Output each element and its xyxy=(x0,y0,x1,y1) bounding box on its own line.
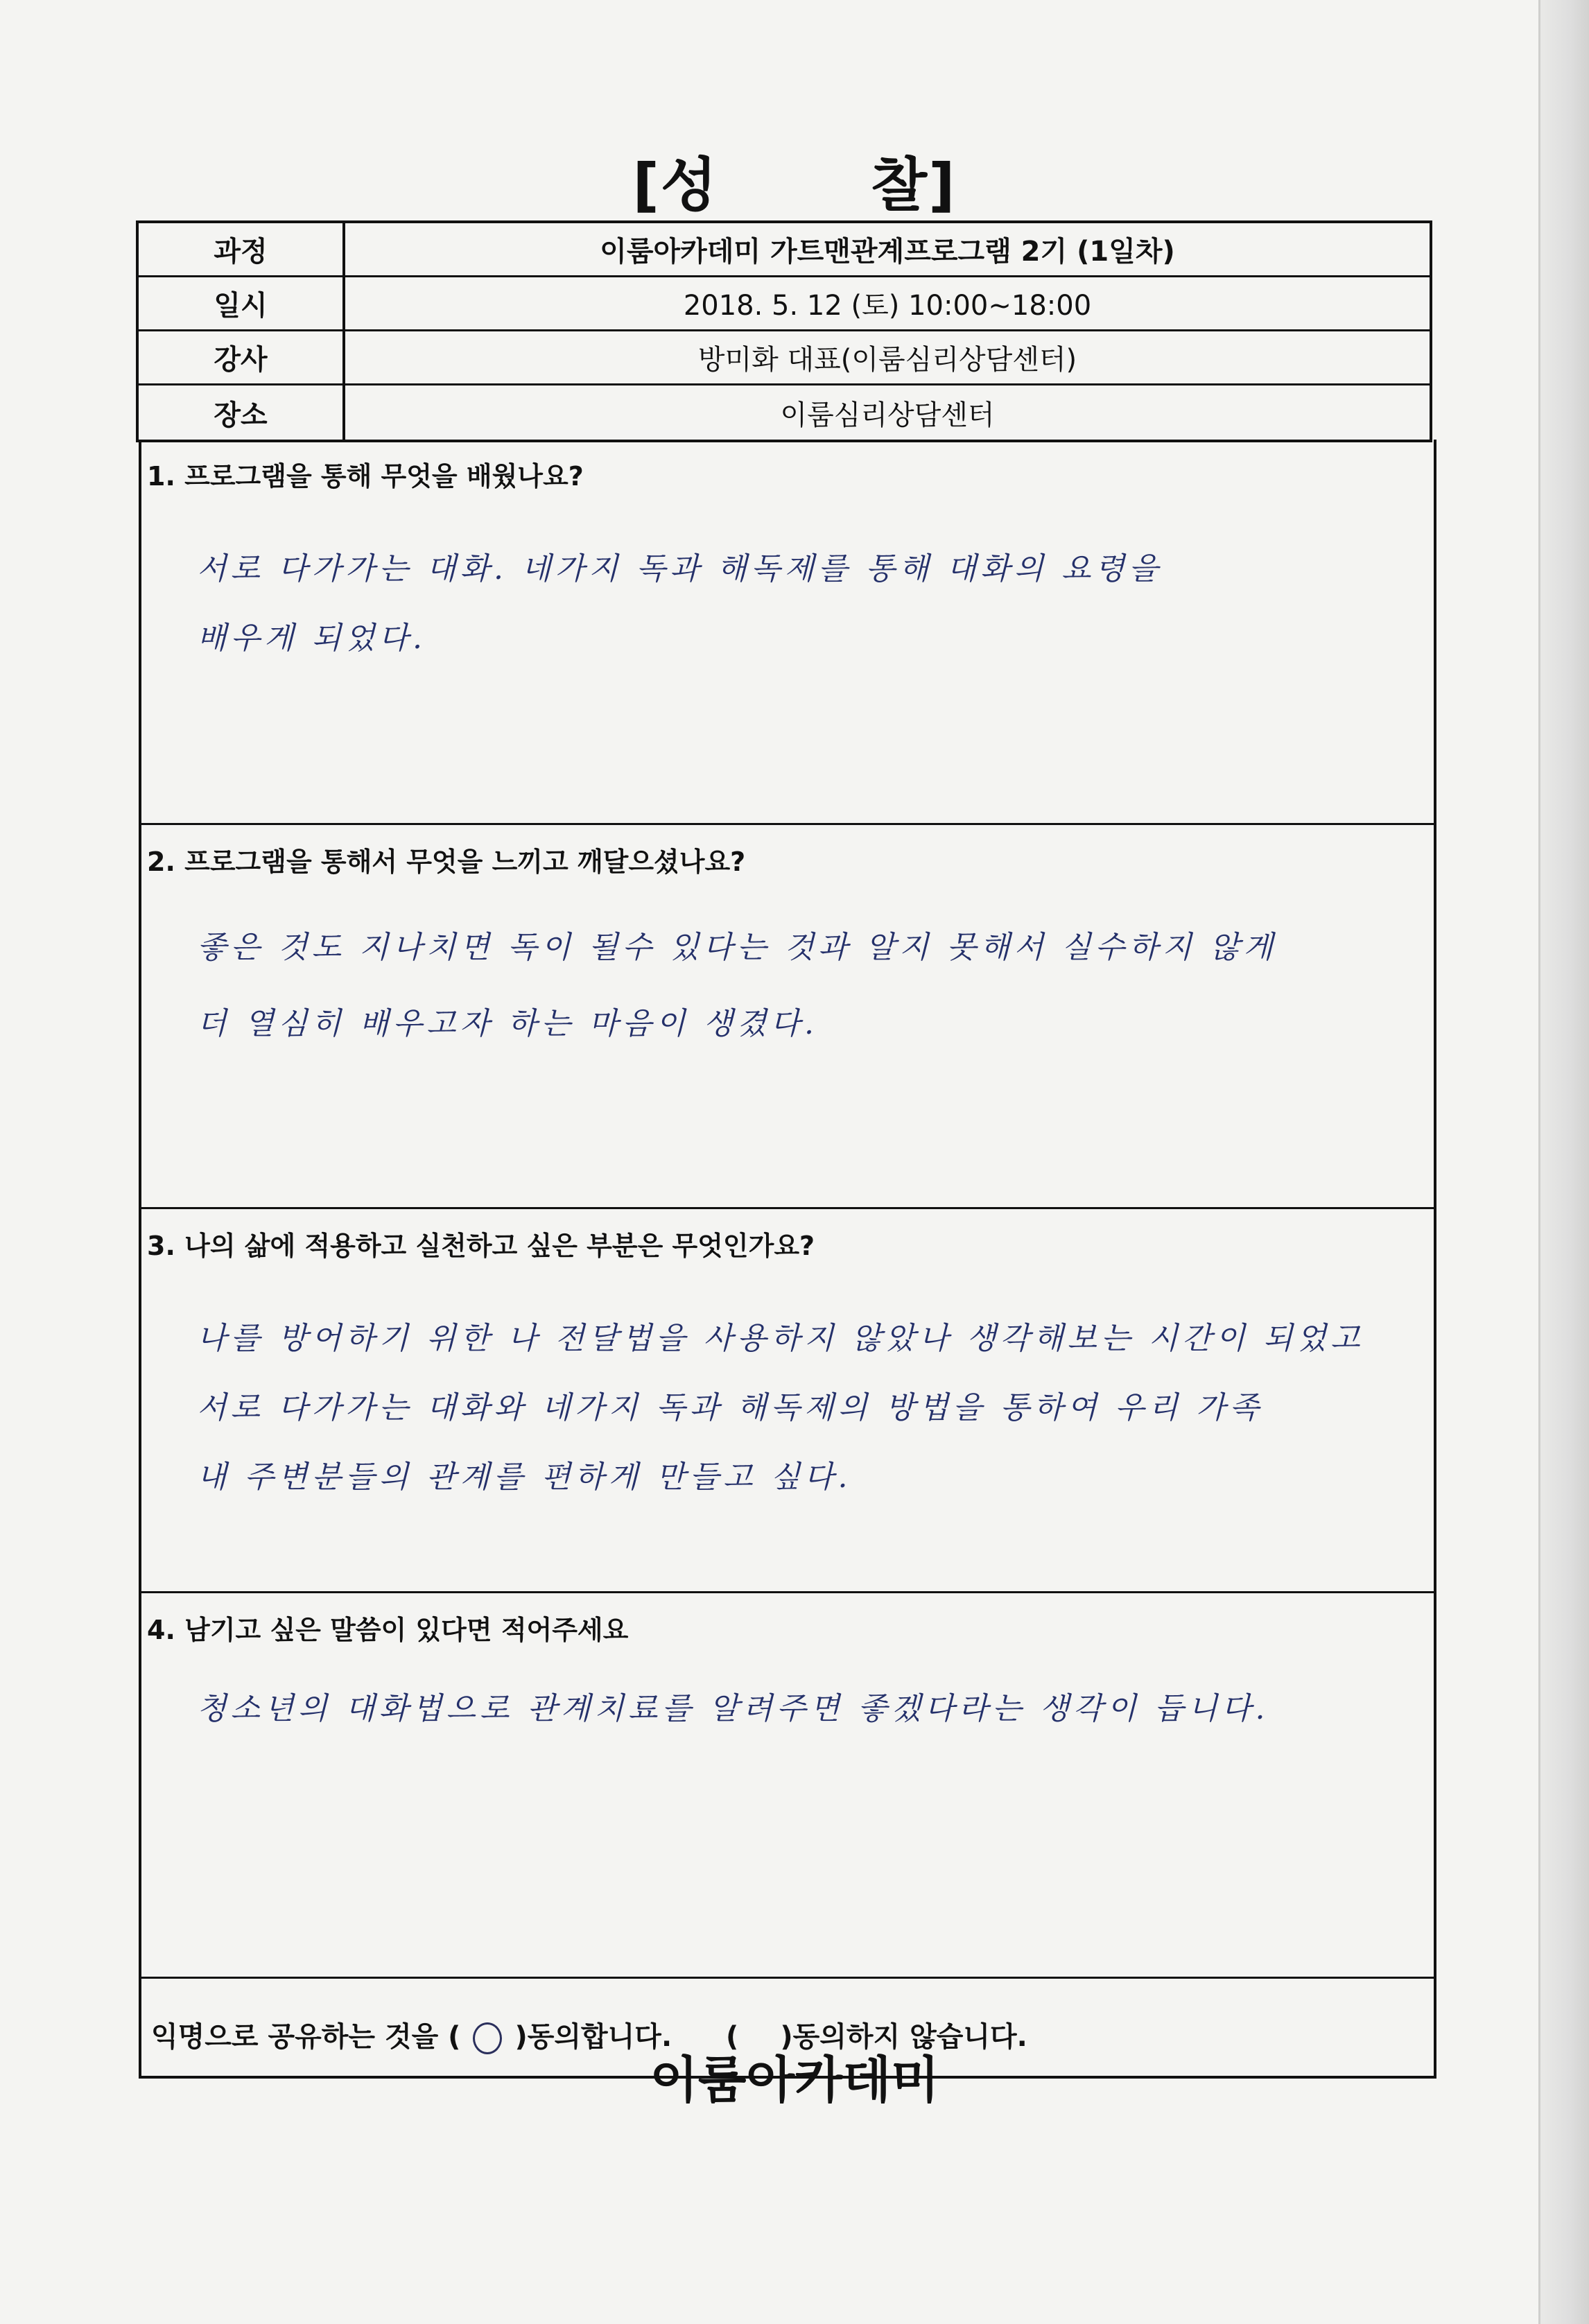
info-row-instructor xyxy=(139,331,1430,385)
answer-1-line-2: 배우게 되었다. xyxy=(197,621,426,656)
question-section-4 xyxy=(141,1593,1434,1979)
question-sections xyxy=(139,440,1436,2079)
answer-3-line-1: 나를 방어하기 위한 나 전달법을 사용하지 않았나 생각해보는 시간이 되었고 xyxy=(197,1321,1364,1356)
info-table xyxy=(136,220,1432,442)
info-row-place xyxy=(139,385,1430,440)
course-value: 이룸아카데미 가트맨관계프로그램 2기 (1일차) xyxy=(600,236,1175,268)
title-left: [성 xyxy=(632,151,718,219)
consent-disagree: )동의하지 않습니다. xyxy=(780,2021,1027,2053)
consent-open-paren: ( xyxy=(726,2021,739,2053)
instructor-label: 강사 xyxy=(139,331,345,383)
question-3: 3. 나의 삶에 적용하고 실천하고 싶은 부분은 무엇인가요? xyxy=(147,1231,815,1261)
consent-agree: )동의합니다. xyxy=(514,2021,672,2053)
question-section-1 xyxy=(141,440,1434,825)
place-value: 이룸심리상담센터 xyxy=(780,399,995,431)
date-value: 2018. 5. 12 (토) 10:00~18:00 xyxy=(683,290,1092,322)
course-label: 과정 xyxy=(139,223,345,275)
info-row-course xyxy=(139,223,1430,277)
question-section-2 xyxy=(141,825,1434,1209)
question-section-3 xyxy=(141,1209,1434,1593)
date-label: 일시 xyxy=(139,277,345,329)
answer-2-line-1: 좋은 것도 지나치면 독이 될수 있다는 것과 알지 못해서 실수하지 않게 xyxy=(197,930,1277,965)
consent-prefix: 익명으로 공유하는 것을 ( xyxy=(151,2021,461,2053)
place-label: 장소 xyxy=(139,385,345,440)
instructor-value: 방미화 대표(이룸심리상담센터) xyxy=(697,344,1077,376)
question-2: 2. 프로그램을 통해서 무엇을 느끼고 깨달으셨나요? xyxy=(147,847,746,877)
title-right: 찰] xyxy=(871,151,957,219)
answer-3-line-3: 내 주변분들의 관계를 편하게 만들고 싶다. xyxy=(197,1459,852,1495)
info-row-date xyxy=(139,277,1430,331)
question-4: 4. 남기고 싶은 말씀이 있다면 적어주세요 xyxy=(147,1615,629,1645)
answer-4-line-1: 청소년의 대화법으로 관계치료를 알려주면 좋겠다라는 생각이 듭니다. xyxy=(197,1691,1269,1726)
answer-1-line-1: 서로 다가가는 대화. 네가지 독과 해독제를 통해 대화의 요령을 xyxy=(197,551,1163,587)
paper-edge xyxy=(1538,0,1589,2324)
answer-2-line-2: 더 열심히 배우고자 하는 마음이 생겼다. xyxy=(197,1006,818,1041)
page-title xyxy=(0,139,1589,223)
answer-3-line-2: 서로 다가가는 대화와 네가지 독과 해독제의 방법을 통하여 우리 가족 xyxy=(197,1390,1263,1425)
question-1: 1. 프로그램을 통해 무엇을 배웠나요? xyxy=(147,461,584,492)
footer-brand: 이룸아카데미 xyxy=(650,2051,939,2109)
